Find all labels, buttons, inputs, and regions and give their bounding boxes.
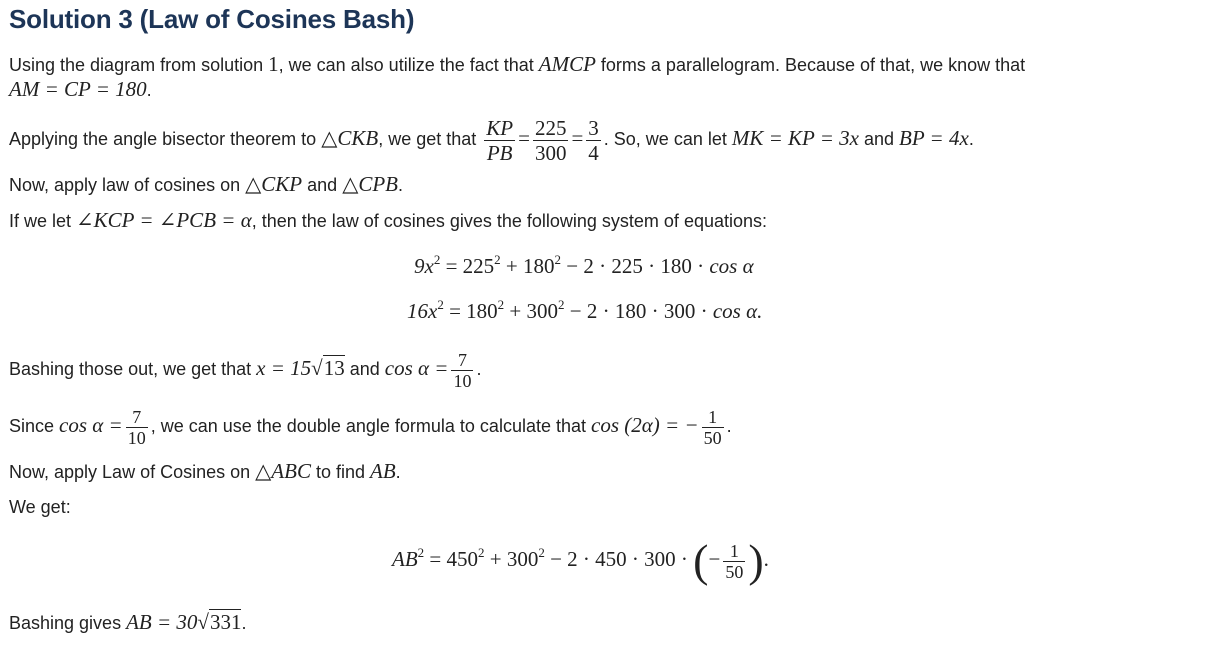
text: and — [344, 359, 385, 379]
math-inline: ∠KCP = ∠PCB = α — [76, 208, 252, 232]
text: . — [395, 462, 401, 482]
text: Bashing those out, we get that — [9, 359, 257, 379]
math-inline: AB — [370, 459, 396, 483]
equation-second: $16x^2 = 180^2 + 300^2 - 2 \cdot 180 \cdot 300 \cdot \cos \alpha$. — [407, 297, 763, 323]
fraction-225-300: $\frac{225}{300}$ — [534, 115, 567, 165]
math-inline: cos (2α) = − — [591, 413, 699, 437]
text: If we let — [9, 211, 77, 231]
text: . So, we can let — [603, 129, 732, 149]
math-inline: △CPB — [342, 172, 398, 196]
math-inline: △CKB — [321, 126, 379, 150]
text: Bashing gives — [9, 613, 127, 633]
text: and — [858, 129, 900, 149]
text: , then the law of cosines gives the following system of equations: — [251, 211, 768, 231]
math-operator: = — [518, 126, 530, 150]
math-inline: △CKP — [245, 172, 303, 196]
fraction-7-10: $\frac{7}{10}$ — [127, 406, 146, 448]
math-operator: = — [571, 126, 584, 150]
paragraph-bashing-result: Bashing those out, we get that x = 15√13 and cos α = $\frac{7}{10}$ . — [9, 349, 482, 391]
fraction-3-4: $\frac{3}{4}$ — [588, 115, 599, 165]
paragraph-let-alpha — [9, 209, 767, 232]
math-inline: 1 — [268, 52, 279, 76]
math-inline: AM = CP = 180 — [9, 77, 147, 101]
paragraph-we-get — [9, 496, 71, 518]
text: . — [146, 80, 152, 100]
text: to find — [310, 462, 370, 482]
text: . — [241, 613, 247, 633]
text: Using the diagram from solution — [9, 55, 269, 75]
text: . — [398, 175, 404, 195]
solution-heading: Solution 3 (Law of Cosines Bash) — [9, 4, 415, 34]
math-inline: cos α = — [59, 413, 123, 437]
math-inline: BP = 4x — [899, 126, 969, 150]
text: . — [726, 416, 732, 436]
text: , we get that — [378, 129, 482, 149]
paragraph-parallelogram-cont — [9, 78, 152, 101]
equation-ab-squared: $AB^2 = 450^2 + 300^2 - 2 \cdot 450 \cdot 300$ · (− $\frac{1}{50}$ ). — [392, 535, 769, 587]
fraction-1-50: $\frac{1}{50}$ — [725, 540, 744, 582]
fraction-7-10: $\frac{7}{10}$ — [453, 349, 472, 391]
sqrt-radicand: 13 — [323, 356, 345, 380]
math-inline: AB = 30 — [126, 610, 198, 634]
text: Now, apply law of cosines on — [9, 175, 246, 195]
text: . — [476, 359, 482, 379]
paragraph-angle-bisector — [9, 112, 974, 165]
paragraph-final-answer: Bashing gives AB = 30√331. — [9, 610, 247, 634]
fraction-kp-pb: $\frac{KP}{PB}$ — [486, 115, 514, 165]
paragraph-double-angle — [9, 399, 732, 452]
math-inline: △ABC — [255, 459, 311, 483]
paragraph-parallelogram — [9, 53, 1025, 76]
text: Since — [9, 416, 60, 436]
text: We get: — [9, 497, 71, 517]
math-inline: MK = KP = 3x — [731, 126, 859, 150]
paragraph-apply-cosines — [9, 173, 403, 196]
math-inline: cos α = — [384, 356, 449, 380]
text: Applying the angle bisector theorem to — [9, 129, 322, 149]
math-inline: x = 15 — [256, 356, 312, 380]
text: and — [302, 175, 343, 195]
text: , we can also utilize the fact that — [278, 55, 539, 75]
math-inline: AMCP — [538, 52, 596, 76]
equation-first: $9x^2 = 225^2 + 180^2 - 2 \cdot 225 \cdot 180 \cdot \cos \alpha$ — [414, 252, 754, 278]
fraction-1-50: $\frac{1}{50}$ — [703, 406, 722, 448]
sqrt-radicand: 331 — [209, 610, 242, 634]
text: forms a parallelogram. Because of that, we know that — [595, 55, 1026, 75]
text: . — [968, 129, 974, 149]
paragraph-apply-abc — [9, 460, 401, 483]
text: Now, apply Law of Cosines on — [9, 462, 256, 482]
text: , we can use the double angle formula to calculate that — [150, 416, 591, 436]
